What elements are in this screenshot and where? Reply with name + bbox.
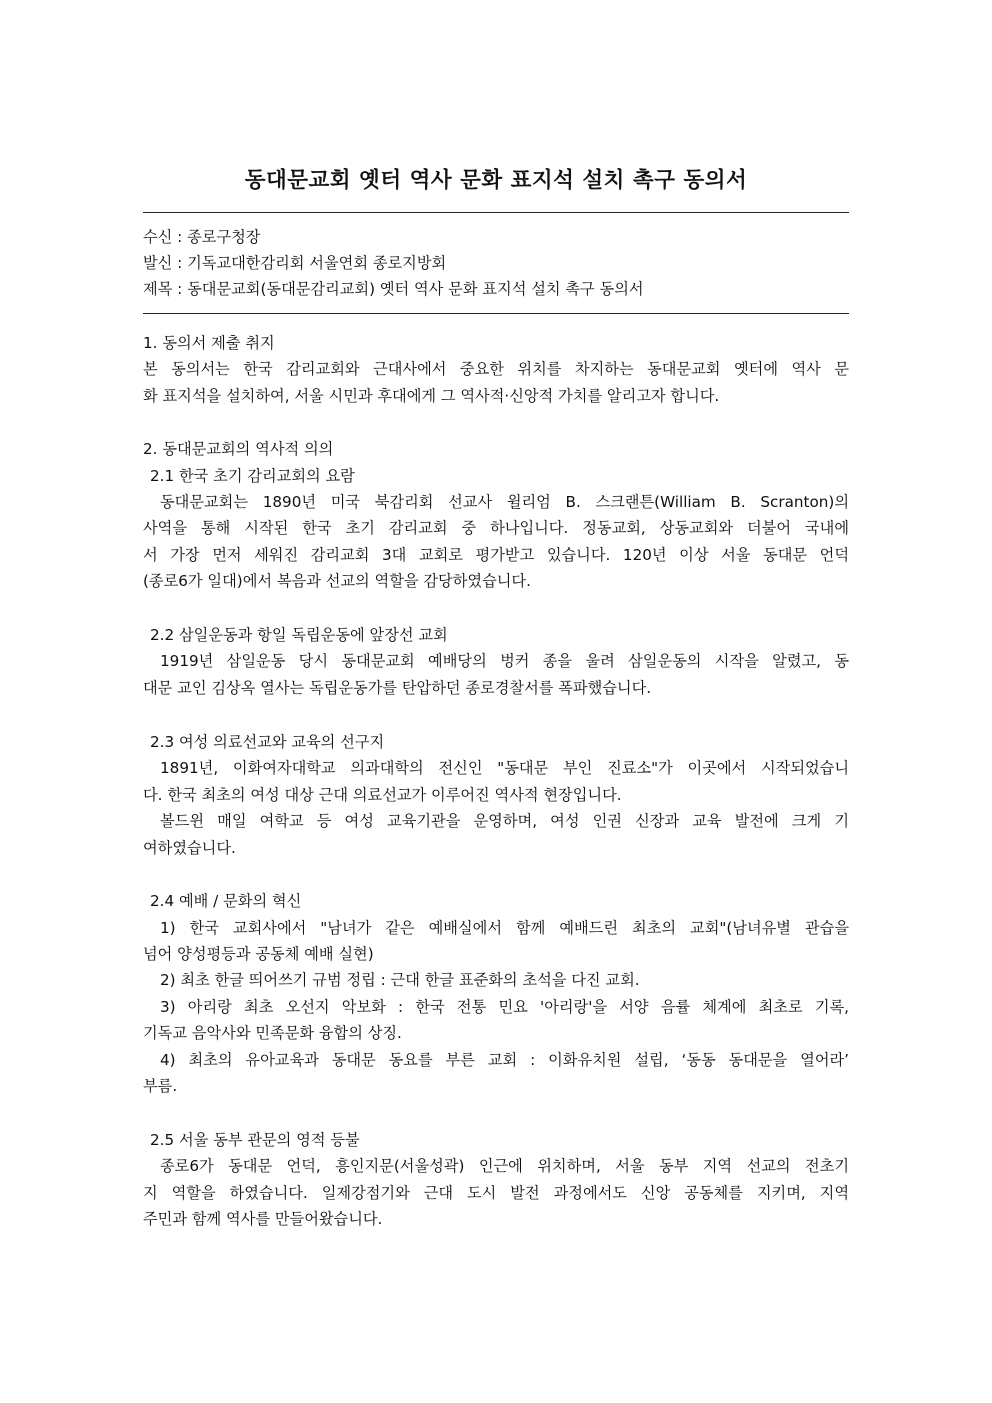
subsection-2-5-line: 지 역할을 하였습니다. 일제강점기와 근대 도시 발전 과정에서도 신앙 공동체를 지키며, 지역 [143, 1184, 849, 1202]
subsection-2-3-line: 볼드윈 매일 여학교 등 여성 교육기관을 운영하며, 여성 인권 신장과 교육 발전에 크게 기 [160, 812, 849, 830]
subsection-2-3-line: 다. 한국 최초의 여성 대상 근대 의료선교가 이루어진 역사적 현장입니다. [143, 786, 622, 804]
subsection-2-5-line: 종로6가 동대문 언덕, 흥인지문(서울성곽) 인근에 위치하며, 서울 동부 지역 선교의 전초기 [160, 1157, 849, 1175]
subsection-2-3-line: 여하였습니다. [143, 839, 236, 857]
subsection-2-2-line: 1919년 삼일운동 당시 동대문교회 예배당의 벙커 종을 울려 삼일운동의 시작을 알렸고, 동 [160, 652, 849, 670]
subsection-2-4-line: 4) 최초의 유아교육과 동대문 동요를 부른 교회 : 이화유치원 설립, ‘동동 동대문을 열어라’ [160, 1051, 849, 1069]
document-title: 동대문교회 옛터 역사 문화 표지석 설치 촉구 동의서 [244, 168, 748, 193]
subsection-2-5-line: 주민과 함께 역사를 만들어왔습니다. [143, 1210, 383, 1228]
subsection-2-4-line: 기독교 음악사와 민족문화 융합의 상징. [143, 1024, 402, 1042]
section-1-line: 화 표지석을 설치하여, 서울 시민과 후대에게 그 역사적·신앙적 가치를 알리고자 합니다. [143, 387, 720, 405]
subsection-2-4-line: 2) 최초 한글 띄어쓰기 규범 정립 : 근대 한글 표준화의 초석을 다진 교회. [160, 971, 640, 989]
subsection-2-4-heading: 2.4 예배 / 문화의 혁신 [150, 892, 302, 910]
subsection-2-1-line: 서 가장 먼저 세워진 감리교회 3대 교회로 평가받고 있습니다. 120년 이상 서울 동대문 언덕 [143, 546, 849, 564]
recipient-line: 수신 : 종로구청장 [143, 228, 261, 246]
subsection-2-5-heading: 2.5 서울 동부 관문의 영적 등불 [150, 1131, 360, 1149]
section-1-line: 본 동의서는 한국 감리교회와 근대사에서 중요한 위치를 차지하는 동대문교회 옛터에 역사 문 [143, 360, 849, 378]
section-2-heading: 2. 동대문교회의 역사적 의의 [143, 440, 334, 458]
header-top-rule [143, 212, 849, 213]
sender-line: 발신 : 기독교대한감리회 서울연회 종로지방회 [143, 254, 447, 272]
subsection-2-3-line: 1891년, 이화여자대학교 의과대학의 전신인 "동대문 부인 진료소"가 이곳에서 시작되었습니 [160, 759, 849, 777]
subsection-2-4-line: 3) 아리랑 최초 오선지 악보화 : 한국 전통 민요 '아리랑'을 서양 음률 체계에 최초로 기록, [160, 998, 849, 1016]
subsection-2-1-heading: 2.1 한국 초기 감리교회의 요람 [150, 467, 355, 485]
subsection-2-2-heading: 2.2 삼일운동과 항일 독립운동에 앞장선 교회 [150, 626, 448, 644]
subsection-2-4-line: 넘어 양성평등과 공동체 예배 실현) [143, 945, 374, 963]
section-1-heading: 1. 동의서 제출 취지 [143, 334, 275, 352]
subsection-2-1-line: 사역을 통해 시작된 한국 초기 감리교회 중 하나입니다. 정동교회, 상동교회와 더불어 국내에 [143, 519, 849, 537]
subsection-2-4-line: 1) 한국 교회사에서 "남녀가 같은 예배실에서 함께 예배드린 최초의 교회"(남녀유별 관습을 [160, 919, 849, 937]
header-bottom-rule [143, 313, 849, 314]
subject-line: 제목 : 동대문교회(동대문감리교회) 옛터 역사 문화 표지석 설치 촉구 동의서 [143, 280, 644, 298]
subsection-2-1-line: 동대문교회는 1890년 미국 북감리회 선교사 윌리엄 B. 스크랜튼(William B. Scranton)의 [160, 493, 849, 511]
subsection-2-4-line: 부름. [143, 1077, 178, 1095]
subsection-2-3-heading: 2.3 여성 의료선교와 교육의 선구지 [150, 733, 385, 751]
subsection-2-1-line: (종로6가 일대)에서 복음과 선교의 역할을 감당하였습니다. [143, 572, 531, 590]
subsection-2-2-line: 대문 교인 김상옥 열사는 독립운동가를 탄압하던 종로경찰서를 폭파했습니다. [143, 679, 652, 697]
